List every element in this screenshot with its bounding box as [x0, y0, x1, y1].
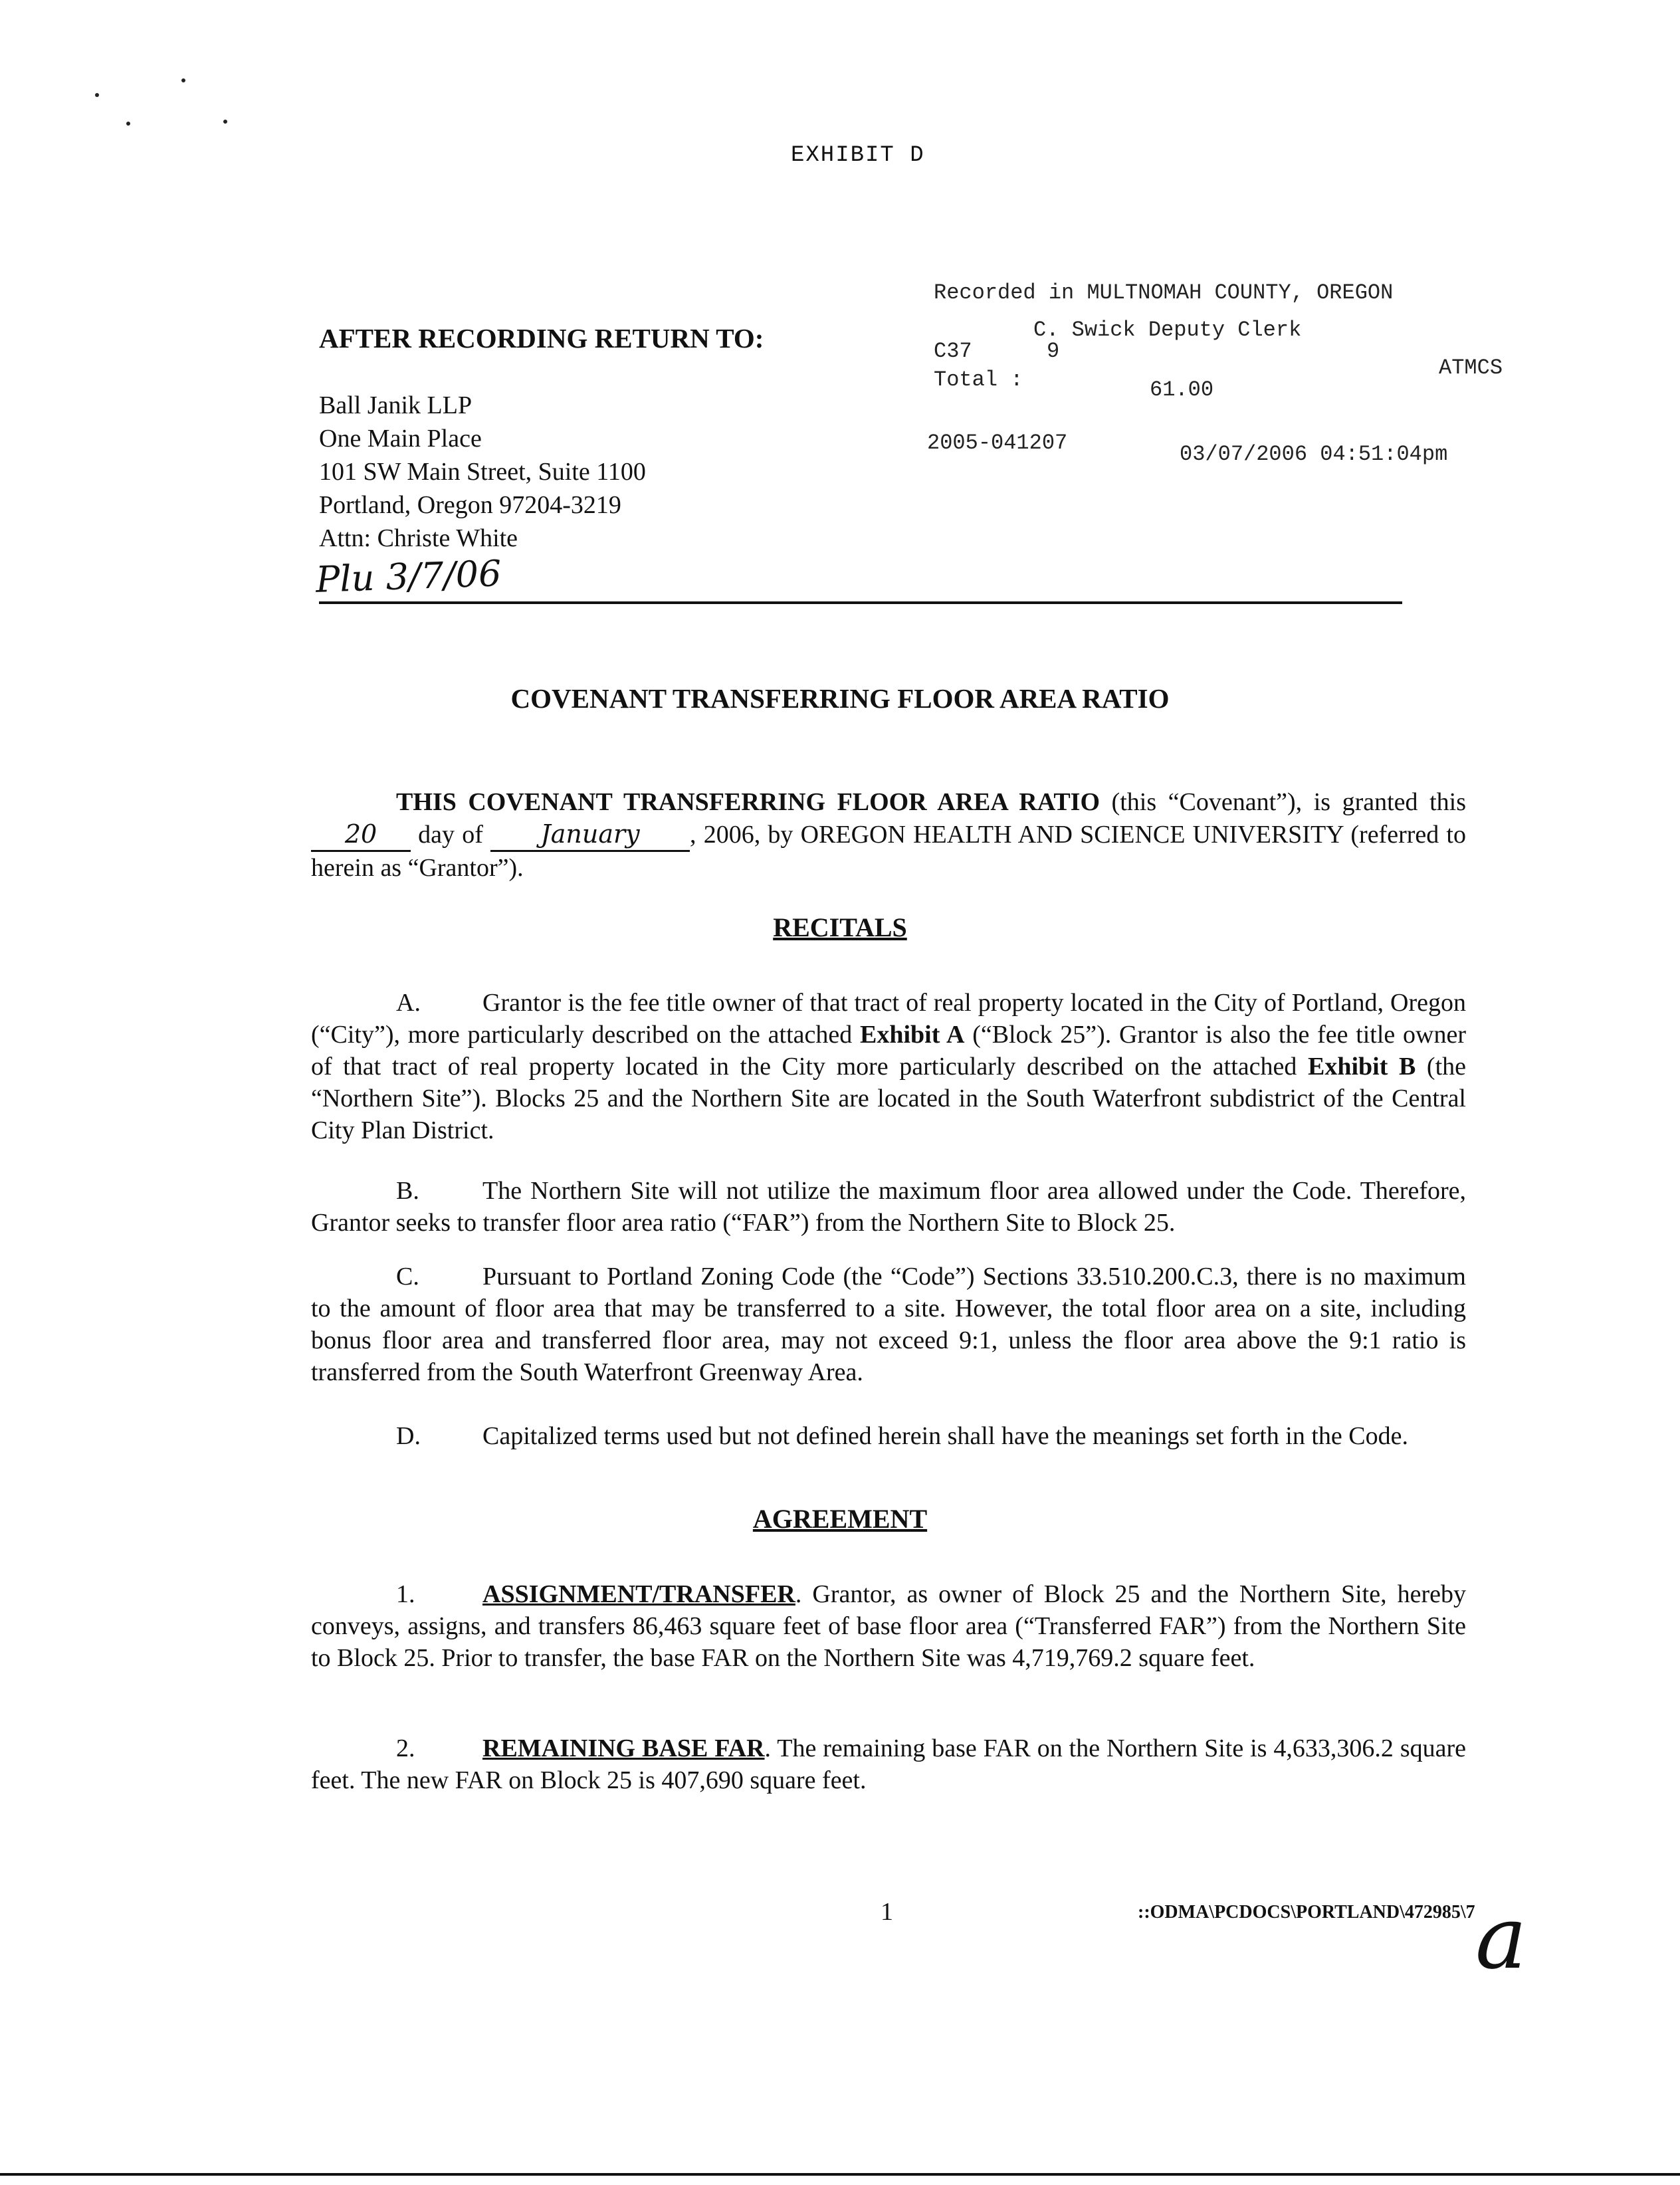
address-line: One Main Place [319, 425, 482, 453]
intro-bold-lead: THIS COVENANT TRANSFERRING FLOOR AREA RATIO [396, 788, 1101, 816]
recital-text: (the “Northern Site”). Blocks 25 and the Northern Site are located in the South Waterfront subdistrict of the Central City Plan District. [311, 1053, 1467, 1144]
recital-label: D. [396, 1422, 421, 1450]
recital-label: C. [396, 1263, 419, 1291]
section-text: . The remaining base FAR on the Northern Site is 4,633,306.2 square feet. The new FAR on Block 25 is 407,690 square feet. [311, 1734, 1466, 1794]
stamp-clerk-line: C. Swick Deputy Clerk [1033, 318, 1302, 342]
intro-text: (this “Covenant”), is granted this [1100, 788, 1466, 816]
scan-speck [223, 120, 227, 124]
intro-paragraph [311, 786, 1466, 884]
page-edge-line [0, 2173, 1680, 2176]
recital-label: A. [396, 989, 421, 1017]
section-text: . Grantor, as owner of Block 25 and the Northern Site, hereby conveys, assigns, and transfers 86,463 square feet of base floor area (“Transferred FAR”) from the Northern Site to Block 25. Prior to transfer, the base FAR on the Northern Site was 4,719,769.2 square feet. [311, 1580, 1466, 1672]
intro-text: day of [411, 821, 491, 849]
stamp-datetime: 03/07/2006 04:51:04pm [1180, 442, 1448, 467]
handwritten-month: January [490, 818, 690, 852]
handwritten-margin-mark: a [1475, 1887, 1527, 1988]
section-number: 2. [396, 1734, 415, 1762]
scan-speck [95, 93, 99, 97]
recital-a [311, 987, 1466, 1146]
page-number: 1 [881, 1898, 893, 1926]
exhibit-b-ref: Exhibit B [1308, 1053, 1416, 1081]
exhibit-title: EXHIBIT D [791, 143, 925, 168]
scan-speck [126, 122, 130, 126]
recitals-heading: RECITALS [773, 912, 907, 942]
address-line: 101 SW Main Street, Suite 1100 [319, 458, 646, 486]
agreement-heading: AGREEMENT [752, 1504, 928, 1534]
recital-label: B. [396, 1177, 419, 1205]
document-title: COVENANT TRANSFERRING FLOOR AREA RATIO [510, 683, 1170, 714]
stamp-code: C37 [934, 339, 972, 364]
address-line: Ball Janik LLP [319, 391, 472, 419]
stamp-doc-number: 2005-041207 [927, 431, 1068, 455]
stamp-recorded-line: Recorded in MULTNOMAH COUNTY, OREGON [934, 280, 1394, 305]
recital-c [311, 1261, 1466, 1388]
address-line: Portland, Oregon 97204-3219 [319, 491, 621, 519]
section-heading: REMAINING BASE FAR [482, 1734, 765, 1762]
stamp-count: 9 [1047, 339, 1060, 364]
address-line: Attn: Christe White [319, 524, 518, 552]
recital-text: Grantor is the fee title owner of that tract of real property located in the City of Portland, Oregon (“City”), more particularly described on the attached [311, 989, 1466, 1049]
document-path: ::ODMA\PCDOCS\PORTLAND\472985\7 [1138, 1902, 1475, 1923]
stamp-agency: ATMCS [1439, 356, 1503, 380]
recital-text: Pursuant to Portland Zoning Code (the “Code”) Sections 33.510.200.C.3, there is no maximum to the amount of floor area that may be transferred to a site. However, the total floor area on a site, including bonus floor area and transferred floor area, may not exceed 9:1, unless the floor area above the 9:1 ratio is transferred from the South Waterfront Greenway Area. [311, 1263, 1466, 1386]
recital-text: (“Block 25”). Grantor is also the fee title owner of that tract of real property located in the City more particularly described on the attached [311, 1021, 1466, 1081]
stamp-total-value: 61.00 [1150, 377, 1214, 402]
section-1 [311, 1578, 1466, 1674]
exhibit-a-ref: Exhibit A [859, 1021, 965, 1049]
recital-text: The Northern Site will not utilize the maximum floor area allowed under the Code. Therefore, Grantor seeks to transfer floor area ratio (“FAR”) from the Northern Site to Block 25. [311, 1177, 1466, 1237]
handwritten-note: Plu 3/7/06 [314, 552, 502, 601]
recital-d [311, 1420, 1466, 1452]
intro-text: , 2006, by OREGON HEALTH AND SCIENCE UNIVERSITY (referred to herein as “Grantor”). [311, 821, 1466, 882]
divider-line [319, 601, 1402, 604]
section-2 [311, 1732, 1466, 1796]
handwritten-day: 20 [311, 818, 411, 852]
return-address [319, 389, 646, 555]
recital-b [311, 1175, 1466, 1239]
section-number: 1. [396, 1580, 415, 1608]
return-to-heading: AFTER RECORDING RETURN TO: [319, 323, 764, 354]
stamp-total-label: Total : [934, 367, 1023, 392]
section-heading: ASSIGNMENT/TRANSFER [482, 1580, 795, 1608]
recital-text: Capitalized terms used but not defined herein shall have the meanings set forth in the Code. [482, 1422, 1408, 1450]
scan-speck [181, 78, 185, 82]
